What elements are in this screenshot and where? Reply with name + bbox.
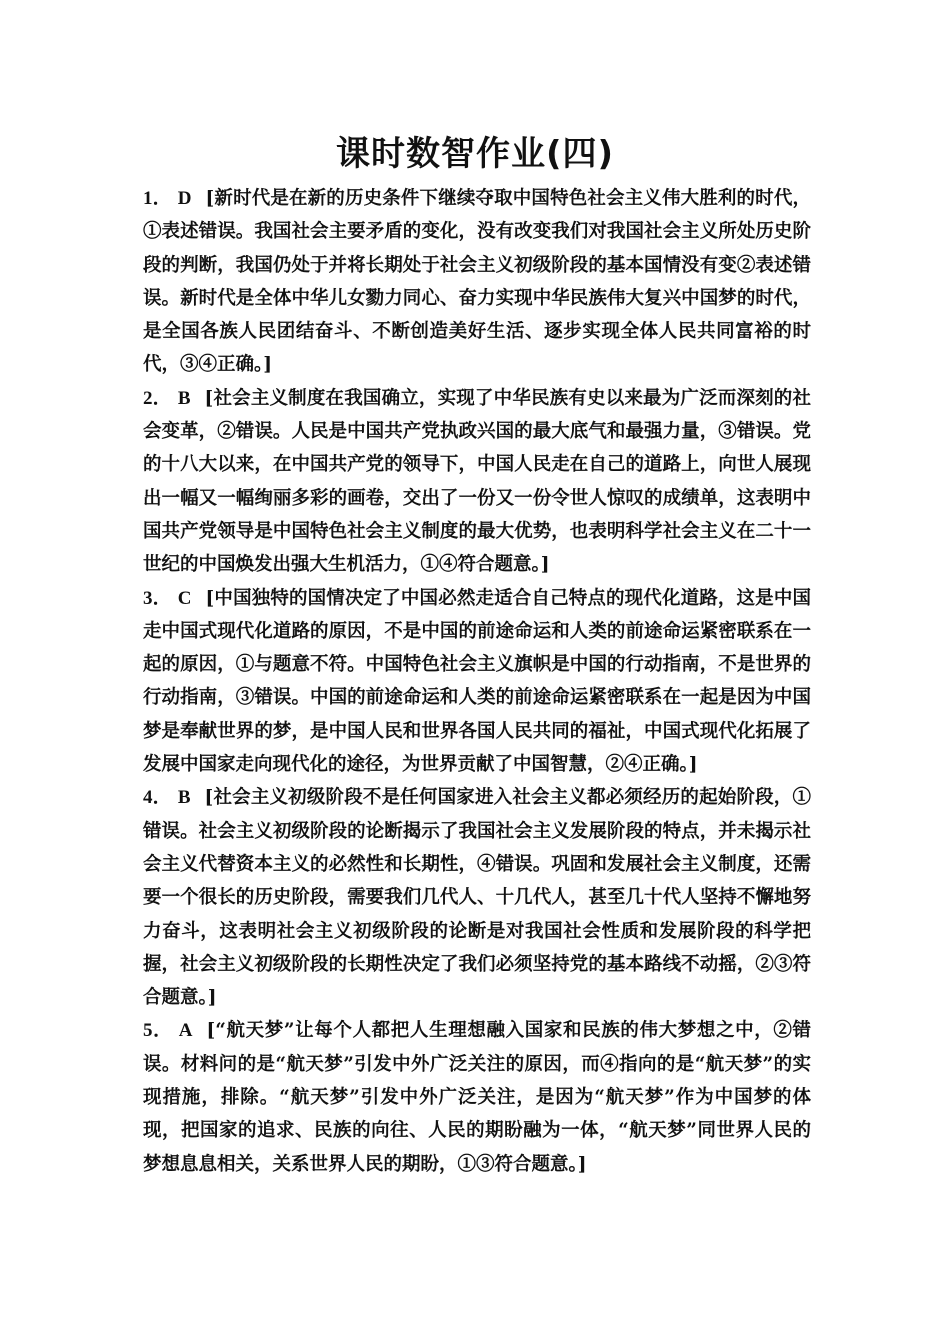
answer-choice: B <box>177 787 191 809</box>
answer-choice: A <box>178 1020 193 1042</box>
answer-choice: B <box>177 387 191 409</box>
answer-explanation: [“航天梦”让每个人都把人生理想融入国家和民族的伟大梦想之中，②错误。材料问的是“航天梦”引发中外广泛关注的原因，而④指向的是“航天梦”的实现措施，排除。“航天梦”引发中外广泛关注，是因为“航天梦”作为中国梦的体现，把国家的追求、民族的向往、人民的期盼融为一体，“航天梦”同世界人民的梦想息息相关，关系世界人民的期盼，①③符合题意。] <box>143 1020 811 1175</box>
answer-item-5 <box>143 1014 811 1180</box>
answer-explanation: [中国独特的国情决定了中国必然走适合自己特点的现代化道路，这是中国走中国式现代化道路的原因，不是中国的前途命运和人类的前途命运紧密联系在一起的原因，①与题意不符。中国特色社会主义旗帜是中国的行动指南，不是世界的行动指南，③错误。中国的前途命运和人类的前途命运紧密联系在一起是因为中国梦是奉献世界的梦，是中国人民和世界各国人民共同的福祉，中国式现代化拓展了发展中国家走向现代化的途径，为世界贡献了中国智慧，②④正确。] <box>143 587 811 776</box>
answer-item-3 <box>143 582 811 782</box>
question-number: 2． <box>143 387 172 409</box>
answer-item-2 <box>143 382 811 582</box>
answer-item-4 <box>143 781 811 1014</box>
answer-explanation: [社会主义制度在我国确立，实现了中华民族有史以来最为广泛而深刻的社会变革，②错误。人民是中国共产党执政兴国的最大底气和最强力量，③错误。党的十八大以来，在中国共产党的领导下，中国人民走在自己的道路上，向世人展现出一幅又一幅绚丽多彩的画卷，交出了一份又一份令世人惊叹的成绩单，这表明中国共产党领导是中国特色社会主义制度的最大优势，也表明科学社会主义在二十一世纪的中国焕发出强大生机活力，①④符合题意。] <box>143 387 811 576</box>
question-number: 3． <box>143 587 172 609</box>
page-title: 课时数智作业(四) <box>335 134 615 174</box>
question-number: 1． <box>143 188 172 209</box>
question-number: 5． <box>143 1020 173 1042</box>
answer-choice: C <box>177 587 192 609</box>
answer-explanation: [新时代是在新的历史条件下继续夺取中国特色社会主义伟大胜利的时代，①表述错误。我国社会主要矛盾的变化，没有改变我们对我国社会主义所处历史阶段的判断，我国仍处于并将长期处于社会主义初级阶段的基本国情没有变②表述错误。新时代是全体中华儿女勠力同心、奋力实现中华民族伟大复兴中国梦的时代，是全国各族人民团结奋斗、不断创造美好生活、逐步实现全体人民共同富裕的时代，③④正确。] <box>143 188 811 376</box>
answer-list <box>143 182 811 1181</box>
answer-choice: D <box>177 188 192 209</box>
question-number: 4． <box>143 787 172 809</box>
answer-explanation: [社会主义初级阶段不是任何国家进入社会主义都必须经历的起始阶段，①错误。社会主义初级阶段的论断揭示了我国社会主义发展阶段的特点，并未揭示社会主义代替资本主义的必然性和长期性，④错误。巩固和发展社会主义制度，还需要一个很长的历史阶段，需要我们几代人、十几代人，甚至几十代人坚持不懈地努力奋斗，这表明社会主义初级阶段的论断是对我国社会性质和发展阶段的科学把握，社会主义初级阶段的长期性决定了我们必须坚持党的基本路线不动摇，②③符合题意。] <box>143 787 811 1009</box>
answer-item-1 <box>143 182 811 382</box>
